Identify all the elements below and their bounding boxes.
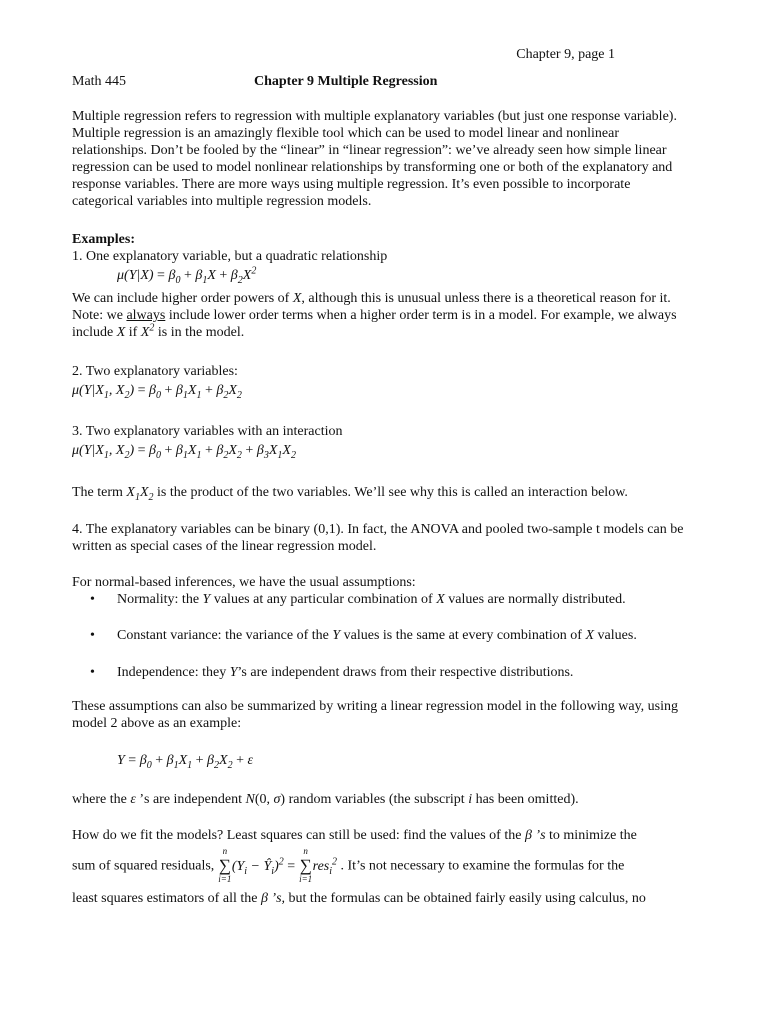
interaction-term-note: The term $X_1X_2$ is the product of the two variables. We’ll see why this is called an interaction below. — [72, 485, 628, 503]
equation-interaction: $\mu(Y|X_1$, $X_2) = \beta_0 + \beta_1X_1 + \beta_2X_2 + \beta_3X_1X_2$ — [72, 443, 296, 461]
error-distribution-note: where the ε ’s are independent N(0, σ) random variables (the subscript i has been omitted). — [72, 792, 579, 807]
fitting-question: How do we fit the models? Least squares can still be used: find the values of the β ’s to minimize the — [72, 828, 637, 843]
sum-of-squares-line: sum of squared residuals, n ∑ i=1 ($Y_i$ − $Ŷ_i)^2$ = n ∑ i=1 res$_i^2$ . It’s not necessary to examine the formulas for the — [72, 846, 625, 884]
example-1-note: We can include higher order powers of X, although this is unusual unless there is a theoretical reason for it. Note: we always include lower order terms when a higher order term is in a model. For example, we always include X if $X^2$ is in the model. — [72, 291, 677, 340]
bullet-icon: • — [90, 592, 95, 607]
equation-two-variables: $\mu(Y|X_1$, $X_2) = \beta_0 + \beta_1X_1 + \beta_2X_2$ — [72, 383, 242, 401]
page-title: Chapter 9 Multiple Regression — [254, 74, 438, 89]
equation-quadratic: $\mu(Y|X) = \beta_0 + \beta_1X + \beta_2X^2$ — [117, 265, 257, 286]
examples-heading: Examples: — [72, 232, 135, 247]
running-head: Chapter 9, page 1 — [516, 47, 615, 62]
assumptions-summary: These assumptions can also be summarized by writing a linear regression model in the following way, using model 2 above as an example: — [72, 699, 679, 731]
intro-paragraph: Multiple regression refers to regression with multiple explanatory variables (but just one response variable). Multiple regression is an amazingly flexible tool which can be used to model linear and nonlinear relationships. Don’t be fooled by the “linear” in “linear regression”: we’ve already seen how simple linear regression can be used to model nonlinear relationships by transforming one or both of the explanatory and response variables. There are more ways using multiple regression. It’s even possible to incorporate categorical variables into multiple regression models. — [72, 109, 677, 209]
least-squares-line: least squares estimators of all the β ’s, but the formulas can be obtained fairly easily using calculus, no — [72, 891, 646, 906]
assumptions-intro: For normal-based inferences, we have the usual assumptions: — [72, 575, 416, 590]
assumption-normality: • Normality: the Y values at any particular combination of X values are normally distributed. — [90, 592, 626, 607]
assumption-independence: • Independence: they Y’s are independent draws from their respective distributions. — [90, 665, 574, 680]
equation-model: $Y = \beta_0 + \beta_1X_1 + \beta_2X_2 + \varepsilon$ — [117, 753, 254, 771]
assumption-constant-variance: • Constant variance: the variance of the Y values is the same at every combination of X values. — [90, 628, 637, 643]
equation-sum-of-squares: n ∑ i=1 ($Y_i$ − $Ŷ_i)^2$ = n ∑ i=1 res$_i^2$ — [218, 846, 338, 884]
title-bar — [72, 73, 692, 91]
example-4-paragraph: 4. The explanatory variables can be binary (0,1). In fact, the ANOVA and pooled two-sample t models can be written as special cases of the linear regression model. — [72, 522, 684, 554]
assumptions-list-2 — [90, 627, 700, 644]
assumptions-list-3 — [90, 664, 700, 681]
bullet-icon: • — [90, 665, 95, 680]
example-3-label: 3. Two explanatory variables with an interaction — [72, 424, 343, 439]
assumptions-list — [90, 591, 700, 608]
example-2-label: 2. Two explanatory variables: — [72, 364, 238, 379]
course-label: Math 445 — [72, 74, 127, 89]
bullet-icon: • — [90, 628, 95, 643]
emphasis-always: always — [126, 308, 166, 323]
example-1-label: 1. One explanatory variable, but a quadratic relationship — [72, 249, 388, 264]
